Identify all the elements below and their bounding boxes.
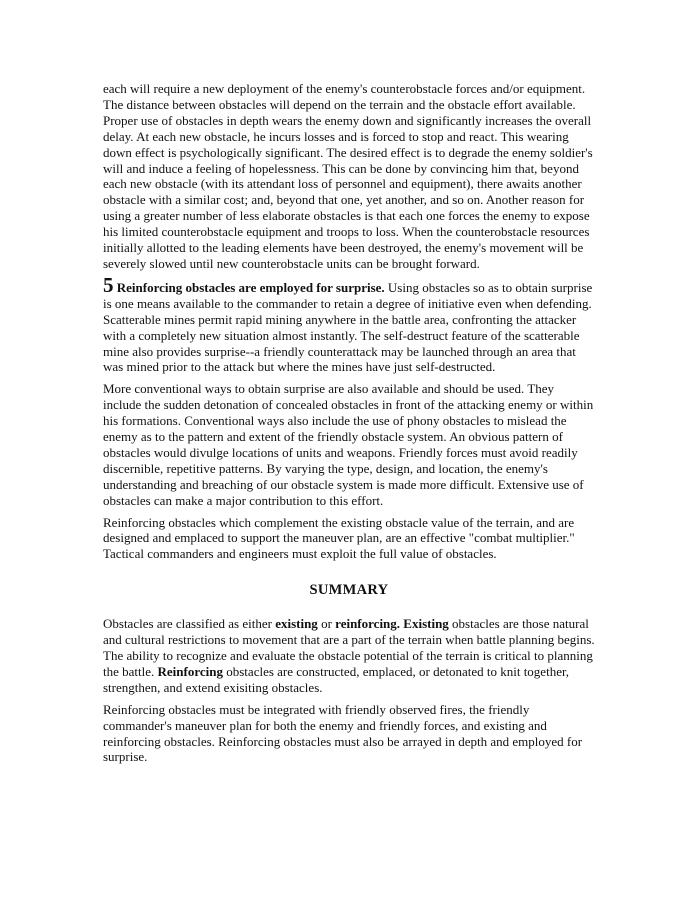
summary-text: Obstacles are classified as either — [103, 616, 276, 632]
paragraph-combat-multiplier: Reinforcing obstacles which complement the existing obstacle value of the terrain, and are designed and emplaced to support the maneuver plan, are an effective "combat multiplier." Tactical commanders and engineers must exploit the full value of obstacles. — [103, 514, 575, 562]
summary-term-reinforcing-lead: Reinforcing — [157, 663, 223, 679]
summary-term-reinforcing: reinforcing. — [335, 616, 401, 632]
paragraph-lead-sentence: Reinforcing obstacles are employed for surprise. — [116, 279, 385, 295]
paragraph-surprise — [103, 272, 595, 375]
paragraph-obstacle-depth: each will require a new deployment of the enemy's counterobstacle forces and/or equipment. The distance between obstacles will depend on the terrain and the obstacle effort available. Proper use of obstacles in depth wears the enemy down and significantly increases the overall delay. At each new obstacle, he incurs losses and is forced to stop and react. This wearing down effect is psychologically significant. The desired effect is to degrade the enemy soldier's will and induce a feeling of hopelessness. This can be done by convincing him that, beyond each new obstacle (with its attendant loss of personnel and equipment), there awaits another obstacle with a similar cost; and, beyond that one, yet another, and so on. Another reason for using a greater number of less elaborate obstacles is that each one forces the enemy to expose his limited counterobstacle equipment and troops to loss. When the counterobstacle resources initially allotted to the leading elements have been destroyed, the enemy's movement will be severely slowed until new counterobstacle units can be brought forward. — [103, 81, 593, 271]
paragraph-number: 5 — [103, 272, 114, 297]
body-text — [103, 81, 595, 771]
summary-text: or — [317, 616, 336, 632]
summary-term-existing: existing — [275, 616, 318, 632]
summary-paragraph-integration: Reinforcing obstacles must be integrated with friendly observed fires, the friendly commander's maneuver plan for both the enemy and friendly forces, and existing and reinforcing obstacles. Reinforcing obstacles must also be arrayed in depth and employed for surprise. — [103, 701, 583, 765]
summary-text: obstacles are those natural and cultural restrictions to movement that are a part of the terrain when battle planning begins. The ability to recognize and evaluate the obstacle potential of the terrain is critical to planning the battle. — [103, 616, 595, 679]
paragraph-body: Using obstacles so as to obtain surprise is one means available to the commander to retain a degree of initiative even when defending. Scatterable mines permit rapid mining anywhere in the battle area, confronting the attacker with a completely new situation almost instantly. The self-destruct feature of the scatterable mine also provides surprise--a friendly counterattack may be launched through an area that was mined prior to the attack but where the mines have just self-destructed. — [103, 279, 593, 375]
paragraph-conventional-surprise: More conventional ways to obtain surprise are also available and should be used. They include the sudden detonation of concealed obstacles in front of the attacking enemy or within his formations. Conventional ways also include the use of phony obstacles to mislead the enemy as to the pattern and extent of the friendly obstacle system. An obvious pattern of obstacles would divulge locations of units and weapons. Friendly forces must avoid readily discernible, repetitive patterns. By varying the type, design, and location, the enemy's understanding and breaching of our obstacle system is made more difficult. Extensive use of obstacles can make a major contribution to this effort. — [103, 381, 594, 508]
summary-paragraph-classification — [103, 616, 595, 696]
summary-heading: SUMMARY — [309, 582, 389, 599]
summary-term-existing-lead: Existing — [403, 616, 449, 632]
summary-text: obstacles are constructed, emplaced, or detonated to knit together, strengthen, and extend exisiting obstacles. — [103, 663, 570, 695]
